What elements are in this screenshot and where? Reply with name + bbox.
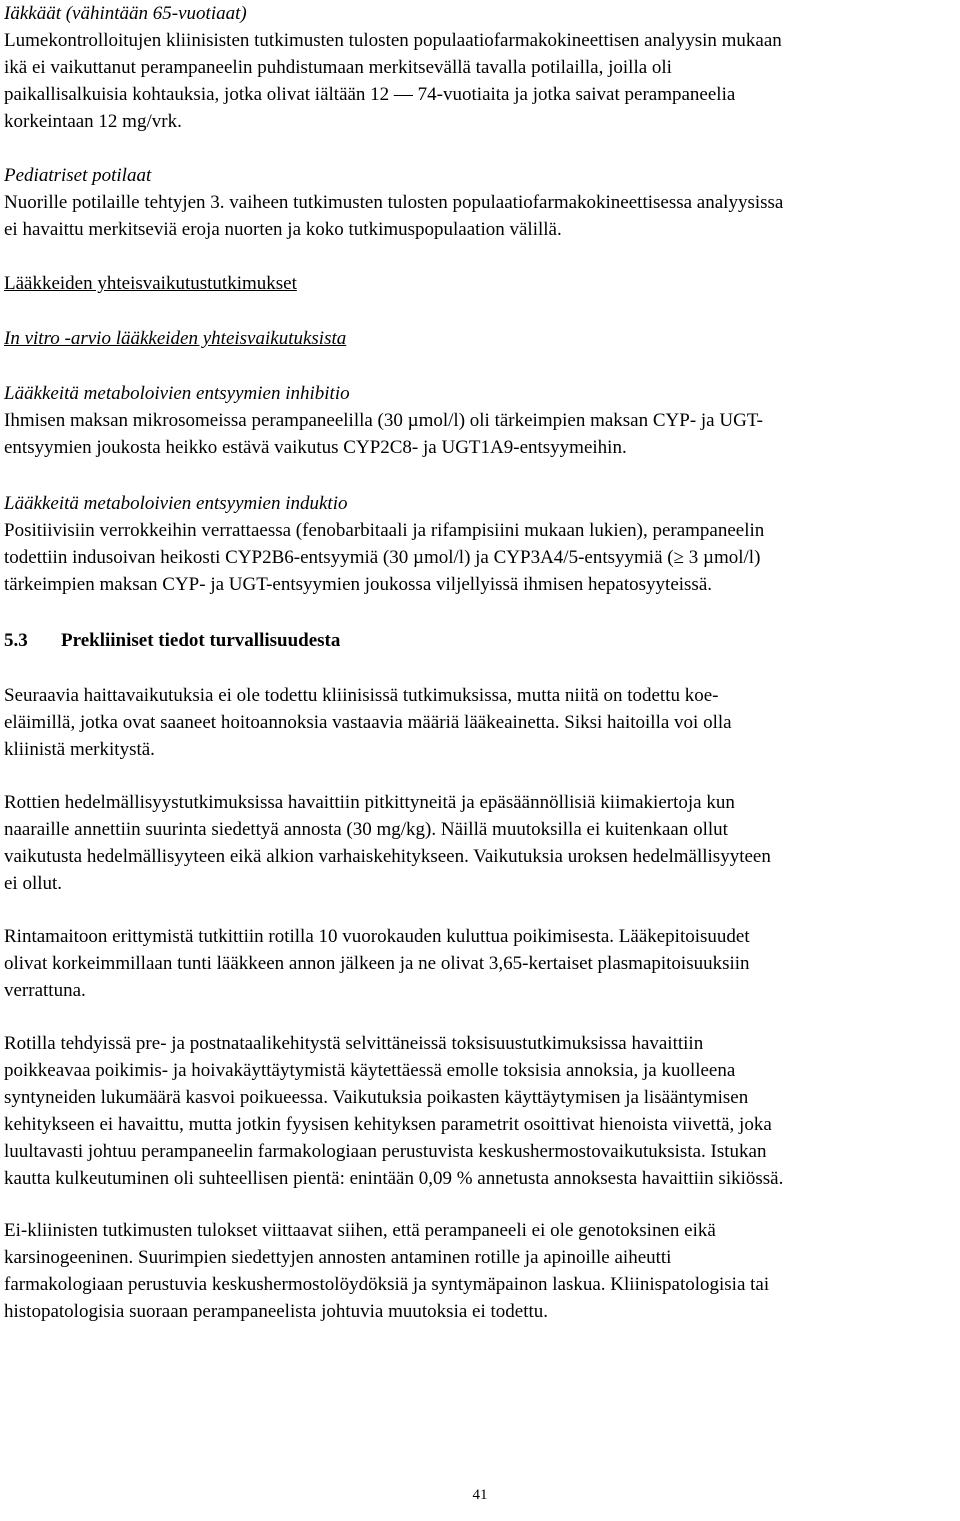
text-line: kautta kulkeutuminen oli suhteellisen pientä: enintään 0,09 % annetusta annoksesta havaittiin sikiössä. — [4, 1168, 784, 1189]
text-line: entsyymien joukosta heikko estävä vaikutus CYP2C8- ja UGT1A9-entsyymeihin. — [4, 437, 627, 458]
inhibition-heading: Lääkkeitä metaboloivien entsyymien inhibitio — [4, 383, 350, 404]
text-line: tärkeimpien maksan CYP- ja UGT-entsyymien joukossa viljellyissä ihmisen hepatosyyteissä. — [4, 574, 713, 595]
text-line: olivat korkeimmillaan tunti lääkkeen annon jälkeen ja ne olivat 3,65-kertaiset plasmapitoisuuksiin — [4, 953, 750, 974]
induction-heading: Lääkkeitä metaboloivien entsyymien induktio — [4, 493, 348, 514]
section-heading — [4, 627, 340, 654]
text-line: eläimillä, jotka ovat saaneet hoitoannoksia vastaavia määriä lääkeainetta. Siksi haitoilla voi olla — [4, 712, 732, 733]
text-line: kliinistä merkitystä. — [4, 739, 155, 760]
text-line: Rintamaitoon erittymistä tutkittiin rotilla 10 vuorokauden kuluttua poikimisesta. Lääkepitoisuudet — [4, 926, 750, 947]
body-paragraph — [4, 682, 732, 763]
body-paragraph — [4, 789, 771, 897]
pediatric-paragraph — [4, 189, 783, 243]
induction-paragraph — [4, 517, 764, 598]
pediatric-heading: Pediatriset potilaat — [4, 165, 152, 186]
text-line: syntyneiden lukumäärä kasvoi poikueessa. Vaikutuksia poikasten käyttäytymisen ja lisääntymisen — [4, 1087, 749, 1108]
text-line: Seuraavia haittavaikutuksia ei ole todettu kliinisissä tutkimuksissa, mutta niitä on todettu koe- — [4, 685, 719, 706]
text-line: Positiivisiin verrokkeihin verrattaessa (fenobarbitaali ja rifampisiini mukaan lukien), perampaneelin — [4, 520, 765, 541]
text-line: Ihmisen maksan mikrosomeissa perampaneelilla (30 µmol/l) oli tärkeimpien maksan CYP- ja UGT- — [4, 410, 763, 431]
text-line: Nuorille potilaille tehtyjen 3. vaiheen tutkimusten tulosten populaatiofarmakokineettisessa analyysissa — [4, 192, 784, 213]
elderly-paragraph — [4, 27, 782, 135]
text-line: ei ollut. — [4, 873, 63, 894]
text-line: Rotilla tehdyissä pre- ja postnataalikehitystä selvittäneissä toksisuustutkimuksissa havaittiin — [4, 1033, 704, 1054]
inhibition-paragraph — [4, 407, 763, 461]
text-line: histopatologisia suoraan perampaneelista johtuvia muutoksia ei todettu. — [4, 1301, 549, 1322]
text-line: todettiin indusoivan heikosti CYP2B6-entsyymiä (30 µmol/l) ja CYP3A4/5-entsyymiä (≥ 3 µmol/l) — [4, 547, 761, 568]
text-line: luultavasti johtuu perampaneelin farmakologiaan perustuvista keskushermostovaikutuksista. Istukan — [4, 1141, 767, 1162]
text-line: ikä ei vaikuttanut perampaneelin puhdistumaan merkitsevällä tavalla potilailla, joilla oli — [4, 57, 672, 78]
invitro-heading: In vitro -arvio lääkkeiden yhteisvaikutuksista — [4, 328, 347, 349]
text-line: naaraille annettiin suurinta siedettyä annosta (30 mg/kg). Näillä muutoksilla ei kuitenkaan ollut — [4, 819, 728, 840]
body-paragraph — [4, 1030, 783, 1192]
interactions-heading: Lääkkeiden yhteisvaikutustutkimukset — [4, 273, 297, 294]
text-line: kehitykseen ei havaittu, mutta jotkin fyysisen kehityksen parametrit osoittivat hienoista viivettä, joka — [4, 1114, 772, 1135]
text-line: Ei-kliinisten tutkimusten tulokset viittaavat siihen, että perampaneeli ei ole genotoksinen eikä — [4, 1220, 716, 1241]
text-line: farmakologiaan perustuvia keskushermostolöydöksiä ja syntymäpainon laskua. Kliinispatologisia tai — [4, 1274, 770, 1295]
text-line: Lumekontrolloitujen kliinisisten tutkimusten tulosten populaatiofarmakokineettisen analyysin mukaan — [4, 30, 782, 51]
text-line: poikkeavaa poikimis- ja hoivakäyttäytymistä käytettäessä emolle toksisia annoksia, ja kuolleena — [4, 1060, 736, 1081]
section-number: 5.3 — [4, 630, 28, 651]
body-paragraph — [4, 1217, 769, 1325]
text-line: vaikutusta hedelmällisyyteen eikä alkion varhaiskehitykseen. Vaikutuksia uroksen hedelmällisyyteen — [4, 846, 771, 867]
text-line: paikallisalkuisia kohtauksia, jotka olivat iältään 12 — 74-vuotiaita ja jotka saivat perampaneelia — [4, 84, 736, 105]
text-line: karsinogeeninen. Suurimpien siedettyjen annosten antaminen rotille ja apinoille aiheutti — [4, 1247, 672, 1268]
text-line: verrattuna. — [4, 980, 86, 1001]
body-paragraph — [4, 923, 750, 1004]
elderly-heading: Iäkkäät (vähintään 65-vuotiaat) — [4, 3, 247, 24]
text-line: Rottien hedelmällisyystutkimuksissa havaittiin pitkittyneitä ja epäsäännöllisiä kiimakiertoja kun — [4, 792, 735, 813]
text-line: korkeintaan 12 mg/vrk. — [4, 111, 182, 132]
page-number: 41 — [472, 1487, 488, 1503]
text-line: ei havaittu merkitseviä eroja nuorten ja koko tutkimuspopulaation välillä. — [4, 219, 562, 240]
section-title: Prekliiniset tiedot turvallisuudesta — [61, 630, 341, 651]
